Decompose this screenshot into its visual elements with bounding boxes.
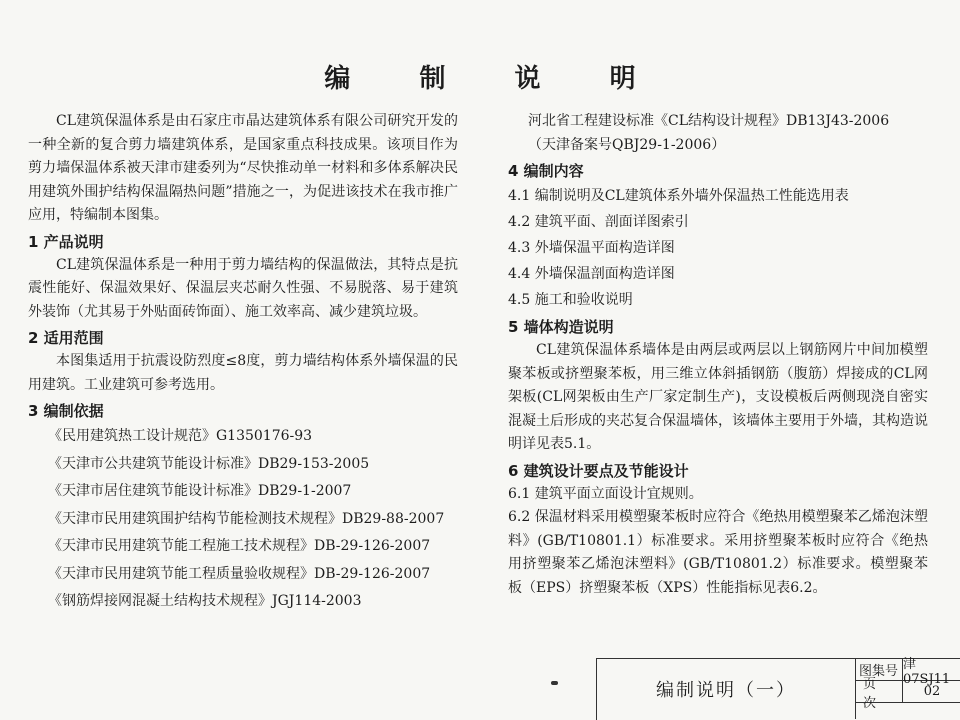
reference-item: 《天津市民用建筑节能工程质量验收规程》DB-29-126-2007 bbox=[48, 565, 431, 582]
intro-paragraph: CL建筑保温体系是由石家庄市晶达建筑体系有限公司研究开发的一种全新的复合剪力墙建筑体系，是国家重点科技成果。该项目作为剪力墙保温体系被天津市建委列为“尽快推动单一材料和多体系解决民用建筑外围护结构保温隔热问题”措施之一，为促进该技术在我市推广应用，特编制本图集。 bbox=[28, 113, 458, 223]
section-6-2-text: 6.2 保温材料采用模塑聚苯板时应符合《绝热用模塑聚苯乙烯泡沫塑料》(GB/T10801.1）标准要求。采用挤塑聚苯板时应符合《绝热用挤塑聚苯乙烯泡沫塑料》(GB/T10801.2）标准要求。模塑聚苯板（EPS）挤塑聚苯板（XPS）性能指标见表6.2。 bbox=[508, 509, 928, 596]
atlas-number-value: 津07SJ11 bbox=[903, 659, 960, 681]
page-title: 编 制 说 明 bbox=[324, 64, 666, 94]
section-2-text: 本图集适用于抗震设防烈度≤8度，剪力墙结构体系外墙保温的民用建筑。工业建筑可参考选用。 bbox=[28, 353, 458, 393]
section-5-text: CL建筑保温体系墙体是由两层或两层以上钢筋网片中间加模塑聚苯板或挤塑聚苯板，用三维立体斜插钢筋（腹筋）焊接成的CL网架板(CL网架板由生产厂家定制生产)，支设模板后两侧现浇自密实混凝土后形成的夹芯复合保温墙体，该墙体主要用于外墙，其构造说明详见表5.1。 bbox=[508, 342, 928, 452]
section-1-heading: 1 产品说明 bbox=[28, 232, 104, 251]
reference-item: 《钢筋焊接网混凝土结构技术规程》JGJ114-2003 bbox=[48, 593, 362, 609]
content-list-item: 4.4 外墙保温剖面构造详图 bbox=[508, 266, 675, 282]
atlas-number-label: 图集号 bbox=[855, 659, 903, 681]
title-block bbox=[596, 658, 960, 720]
right-column bbox=[508, 110, 928, 600]
bullet-mark bbox=[551, 681, 558, 685]
content-list-item: 4.5 施工和验收说明 bbox=[508, 292, 633, 308]
reference-item: （天津备案号QBJ29-1-2006） bbox=[528, 136, 726, 153]
section-5-heading: 5 墙体构造说明 bbox=[508, 318, 614, 336]
content-list-item: 4.2 建筑平面、剖面详图索引 bbox=[508, 214, 689, 230]
content-list-item: 4.3 外墙保温平面构造详图 bbox=[508, 240, 675, 256]
section-4-heading: 4 编制内容 bbox=[508, 162, 584, 180]
left-column bbox=[28, 110, 458, 616]
reference-item: 河北省工程建设标准《CL结构设计规程》DB13J43-2006 bbox=[528, 113, 890, 129]
reference-item: 《天津市民用建筑节能工程施工技术规程》DB-29-126-2007 bbox=[48, 538, 431, 554]
reference-item: 《天津市居住建筑节能设计标准》DB29-1-2007 bbox=[48, 483, 352, 499]
content-list-item: 4.1 编制说明及CL建筑体系外墙外保温热工性能选用表 bbox=[508, 188, 849, 204]
section-6-1-text: 6.1 建筑平面立面设计宜规则。 bbox=[508, 485, 703, 502]
section-6-heading: 6 建筑设计要点及节能设计 bbox=[508, 461, 689, 480]
title-block-name: 编制说明（一） bbox=[597, 659, 856, 719]
section-2-heading: 2 适用范围 bbox=[28, 329, 104, 347]
section-1-text: CL建筑保温体系是一种用于剪力墙结构的保温做法，其特点是抗震性能好、保温效果好、保温层夹芯耐久性强、不易脱落、易于建筑外装饰（尤其易于外贴面砖饰面）、施工效率高、减少建筑垃圾。 bbox=[28, 256, 458, 320]
reference-item: 《天津市公共建筑节能设计标准》DB29-153-2005 bbox=[48, 455, 370, 472]
reference-item: 《天津市民用建筑围护结构节能检测技术规程》DB29-88-2007 bbox=[48, 510, 445, 527]
page-label: 页次 bbox=[855, 681, 903, 703]
reference-item: 《民用建筑热工设计规范》G1350176-93 bbox=[48, 428, 313, 444]
page-number: 02 bbox=[903, 681, 960, 703]
section-3-heading: 3 编制依据 bbox=[28, 402, 104, 420]
